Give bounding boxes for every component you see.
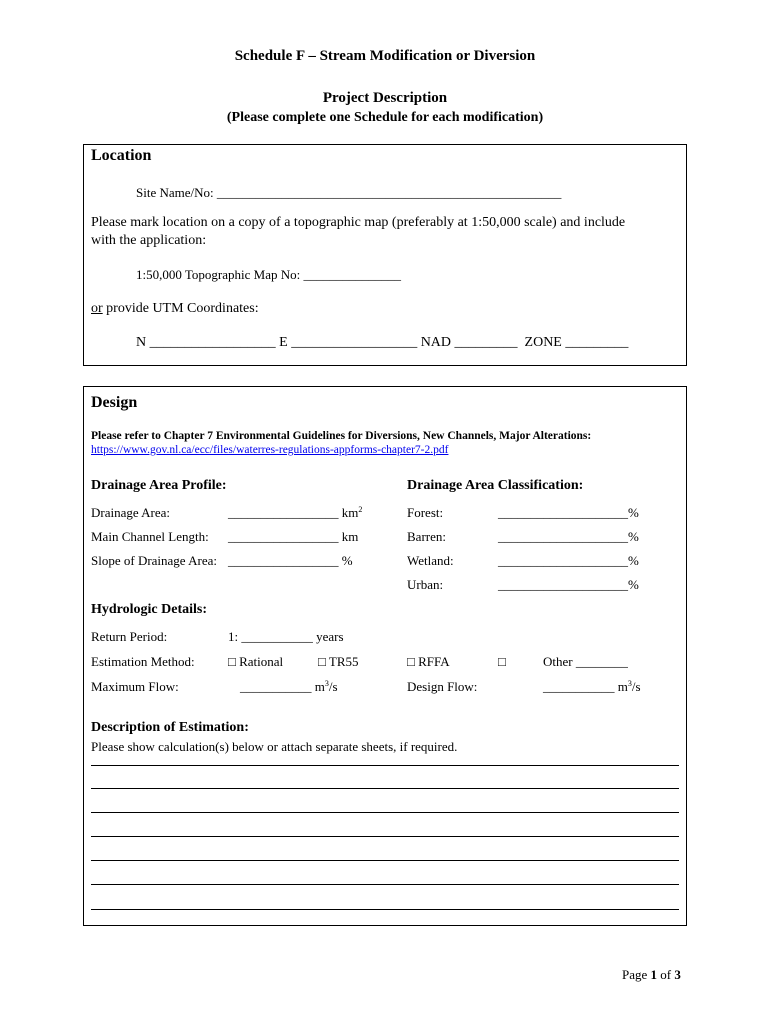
max-flow-unit: $m^3/s$ bbox=[314, 679, 338, 694]
map-note-line2: with the application: bbox=[91, 233, 207, 248]
rational-checkbox[interactable]: □ bbox=[228, 654, 236, 669]
barren-label: Barren: bbox=[407, 529, 446, 544]
form-subtitle: Project Description bbox=[322, 90, 448, 106]
e-label: E bbox=[279, 335, 288, 350]
answer-line[interactable] bbox=[91, 765, 679, 766]
map-note-line1: Please mark location on a copy of a topographic map (preferably at 1:50,000 scale) and include bbox=[91, 215, 626, 230]
barren-field[interactable]: ____________________% bbox=[498, 529, 639, 544]
answer-line[interactable] bbox=[91, 788, 679, 789]
slope-blank[interactable]: _________________ bbox=[228, 553, 339, 568]
wetland-field[interactable]: ____________________% bbox=[498, 553, 639, 568]
wetland-label: Wetland: bbox=[407, 553, 454, 568]
rffa-label: RFFA bbox=[418, 654, 450, 669]
tr55-label: TR55 bbox=[328, 654, 359, 669]
channel-length-field[interactable] bbox=[228, 529, 358, 545]
drainage-area-unit: $km^2$ bbox=[341, 505, 363, 520]
max-flow-label: Maximum Flow: bbox=[91, 679, 179, 694]
or-word: or bbox=[91, 301, 103, 316]
location-section bbox=[83, 144, 687, 366]
profile-heading: Drainage Area Profile: bbox=[91, 478, 227, 493]
answer-line[interactable] bbox=[91, 860, 679, 861]
drainage-area-label: Drainage Area: bbox=[91, 505, 171, 520]
page-number: Page 1 of 3 bbox=[622, 967, 681, 982]
classification-heading: Drainage Area Classification: bbox=[407, 478, 584, 493]
utm-row bbox=[136, 335, 628, 351]
hydrologic-heading: Hydrologic Details: bbox=[91, 602, 208, 617]
tr55-option[interactable] bbox=[318, 654, 359, 670]
channel-length-label: Main Channel Length: bbox=[91, 529, 209, 544]
nad-blank[interactable]: _________ bbox=[454, 335, 518, 350]
slope-field[interactable] bbox=[228, 553, 353, 569]
answer-line[interactable] bbox=[91, 836, 679, 837]
topo-map-field[interactable] bbox=[136, 267, 401, 283]
utm-intro bbox=[91, 301, 259, 317]
utm-label: provide UTM Coordinates: bbox=[106, 301, 259, 316]
guideline-link[interactable]: https://www.gov.nl.ca/ecc/files/waterres-regulations-appforms-chapter7-2.pdf bbox=[91, 444, 449, 456]
rffa-checkbox[interactable]: □ bbox=[407, 654, 415, 669]
topo-map-label: 1:50,000 Topographic Map No: bbox=[136, 267, 301, 282]
drainage-area-field[interactable] bbox=[228, 505, 362, 521]
forest-field[interactable]: ____________________% bbox=[498, 505, 639, 520]
n-blank[interactable]: __________________ bbox=[149, 335, 276, 350]
form-title: Schedule F – Stream Modification or Diversion bbox=[234, 48, 536, 64]
return-period-label: Return Period: bbox=[91, 629, 168, 644]
design-heading: Design bbox=[91, 394, 138, 411]
design-flow-label: Design Flow: bbox=[407, 679, 478, 694]
design-flow-unit: $m^3/s$ bbox=[617, 679, 641, 694]
answer-line[interactable] bbox=[91, 884, 679, 885]
answer-line[interactable] bbox=[91, 812, 679, 813]
zone-blank[interactable]: _________ bbox=[565, 335, 629, 350]
forest-label: Forest: bbox=[407, 505, 444, 520]
design-flow-blank[interactable]: ___________ bbox=[543, 679, 615, 694]
estimation-note: Please show calculation(s) below or attach separate sheets, if required. bbox=[91, 739, 458, 754]
rational-option[interactable] bbox=[228, 654, 283, 670]
site-name-label: Site Name/No: bbox=[136, 185, 214, 200]
tr55-checkbox[interactable]: □ bbox=[318, 654, 326, 669]
guideline-reference: Please refer to Chapter 7 Environmental Guidelines for Diversions, New Channels, Major Alterations: bbox=[91, 430, 592, 442]
max-flow-blank[interactable]: ___________ bbox=[240, 679, 312, 694]
design-flow-field[interactable] bbox=[543, 679, 641, 695]
zone-label: ZONE bbox=[524, 335, 562, 350]
return-period-field[interactable]: 1: ___________ years bbox=[228, 629, 344, 644]
channel-length-unit: km bbox=[341, 529, 359, 544]
urban-label: Urban: bbox=[407, 577, 444, 592]
estimation-method-label: Estimation Method: bbox=[91, 654, 195, 669]
estimation-heading: Description of Estimation: bbox=[91, 720, 249, 735]
form-instruction: (Please complete one Schedule for each modification) bbox=[226, 110, 544, 125]
drainage-area-blank[interactable]: _________________ bbox=[228, 505, 339, 520]
slope-unit: % bbox=[341, 553, 353, 568]
nad-label: NAD bbox=[420, 335, 452, 350]
urban-field[interactable]: ____________________% bbox=[498, 577, 639, 592]
answer-line[interactable] bbox=[91, 909, 679, 910]
rffa-option[interactable] bbox=[407, 654, 450, 670]
slope-label: Slope of Drainage Area: bbox=[91, 553, 217, 568]
max-flow-field[interactable] bbox=[240, 679, 338, 695]
site-name-blank[interactable]: _____________________________________________________ bbox=[216, 185, 562, 200]
n-label: N bbox=[136, 335, 147, 350]
e-blank[interactable]: __________________ bbox=[291, 335, 418, 350]
other-field[interactable]: Other ________ bbox=[543, 654, 628, 669]
channel-length-blank[interactable]: _________________ bbox=[228, 529, 339, 544]
other-checkbox[interactable]: □ bbox=[498, 654, 506, 669]
topo-map-blank[interactable]: _______________ bbox=[303, 267, 401, 282]
rational-label: Rational bbox=[239, 654, 284, 669]
location-heading: Location bbox=[91, 147, 152, 164]
site-name-field[interactable] bbox=[136, 185, 561, 201]
